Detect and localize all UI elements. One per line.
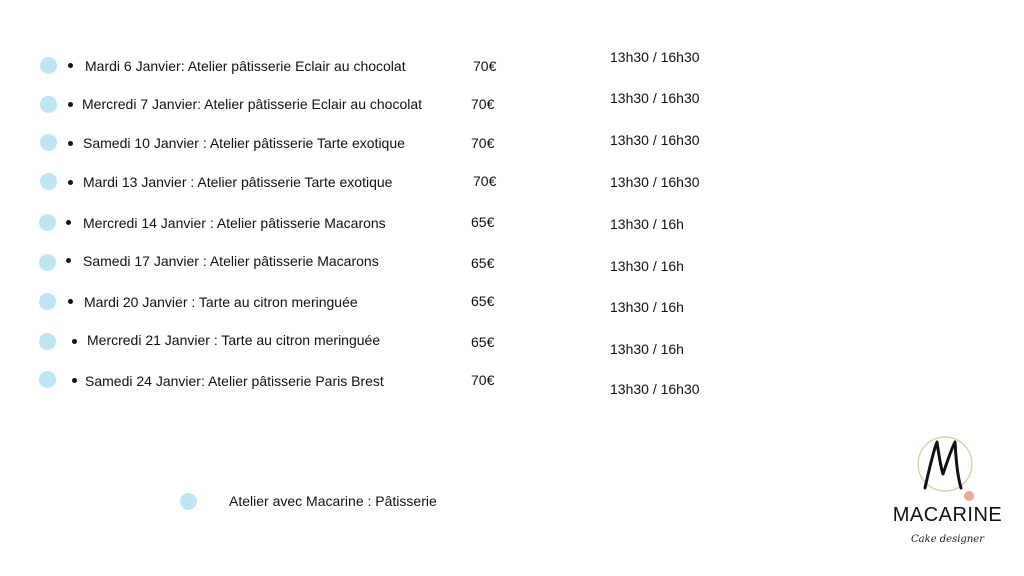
workshop-label: Mercredi 14 Janvier : Atelier pâtisserie Macarons bbox=[83, 215, 386, 231]
workshop-time: 13h30 / 16h bbox=[610, 299, 684, 315]
workshop-label: Mercredi 21 Janvier : Tarte au citron meringuée bbox=[87, 332, 381, 348]
workshop-time: 13h30 / 16h30 bbox=[610, 381, 700, 397]
workshop-time: 13h30 / 16h bbox=[610, 258, 684, 274]
workshop-price: 70€ bbox=[473, 173, 497, 189]
workshop-price: 70€ bbox=[471, 372, 495, 388]
legend-text: Atelier avec Macarine : Pâtisserie bbox=[229, 493, 437, 509]
category-dot bbox=[40, 173, 57, 190]
workshop-price: 65€ bbox=[471, 293, 495, 309]
workshop-time: 13h30 / 16h30 bbox=[610, 49, 700, 65]
workshop-label: Mardi 20 Janvier : Tarte au citron meringuée bbox=[84, 294, 358, 310]
workshop-time: 13h30 / 16h bbox=[610, 341, 684, 357]
workshop-price: 65€ bbox=[471, 214, 495, 230]
category-dot bbox=[39, 293, 56, 310]
monogram-logo-graphic bbox=[885, 430, 1010, 504]
workshop-time: 13h30 / 16h30 bbox=[610, 90, 700, 106]
brand-name: MACARINE bbox=[892, 504, 1003, 526]
workshop-price: 65€ bbox=[471, 334, 495, 350]
workshop-price: 70€ bbox=[471, 96, 495, 112]
category-dot bbox=[40, 134, 57, 151]
bullet bbox=[68, 299, 73, 304]
workshop-label: Samedi 17 Janvier : Atelier pâtisserie Macarons bbox=[83, 253, 379, 269]
workshop-label: Samedi 24 Janvier: Atelier pâtisserie Paris Brest bbox=[85, 373, 384, 389]
workshop-time: 13h30 / 16h30 bbox=[610, 174, 700, 190]
workshop-price: 70€ bbox=[473, 58, 497, 74]
bullet bbox=[68, 63, 73, 68]
workshop-label: Samedi 10 Janvier : Atelier pâtisserie Tarte exotique bbox=[83, 135, 405, 151]
bullet bbox=[66, 258, 71, 263]
workshop-price: 65€ bbox=[471, 255, 495, 271]
legend-dot bbox=[180, 493, 197, 510]
workshop-label: Mardi 13 Janvier : Atelier pâtisserie Tarte exotique bbox=[83, 174, 393, 190]
workshop-price: 70€ bbox=[471, 135, 495, 151]
bullet bbox=[72, 339, 77, 344]
category-dot bbox=[39, 254, 56, 271]
macarine-logo bbox=[885, 430, 1010, 560]
category-dot bbox=[39, 214, 56, 231]
brand-subtitle: Cake designer bbox=[911, 534, 984, 545]
bullet bbox=[68, 141, 73, 146]
workshop-time: 13h30 / 16h30 bbox=[610, 132, 700, 148]
category-dot bbox=[40, 57, 57, 74]
bullet bbox=[66, 220, 71, 225]
bullet bbox=[68, 102, 73, 107]
category-dot bbox=[39, 371, 56, 388]
bullet bbox=[72, 378, 77, 383]
bullet bbox=[68, 180, 73, 185]
workshop-time: 13h30 / 16h bbox=[610, 216, 684, 232]
workshop-label: Mercredi 7 Janvier: Atelier pâtisserie Eclair au chocolat bbox=[82, 96, 423, 112]
category-dot bbox=[39, 333, 56, 350]
category-dot bbox=[40, 96, 57, 113]
workshop-label: Mardi 6 Janvier: Atelier pâtisserie Eclair au chocolat bbox=[85, 58, 406, 74]
